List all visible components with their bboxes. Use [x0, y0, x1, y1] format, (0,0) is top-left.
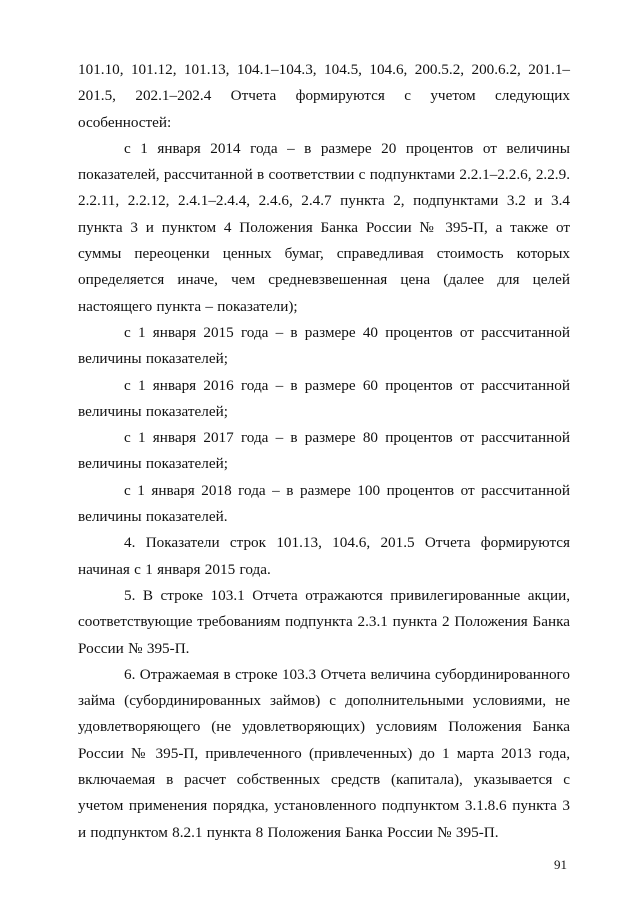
- paragraph-2017: с 1 января 2017 года – в размере 80 процентов от рассчитанной величины показателей;: [78, 429, 570, 473]
- paragraph-item-4: 4. Показатели строк 101.13, 104.6, 201.5 Отчета формируются начиная с 1 января 2015 года.: [78, 534, 570, 578]
- paragraph-item-6: 6. Отражаемая в строке 103.3 Отчета величина субординированного займа (субординированных займов) с дополнительными условиями, не удовлетворяющего (не удовлетворяющих) условиям Положения Банка России № 395-П, привлеченного (привлеченных) до 1 марта 2013 года, включаемая в расчет собственных средств (капитала), указывается с учетом применения порядка, установленного подпунктом 3.1.8.6 пункта 3 и подпунктом 8.2.1 пункта 8 Положения Банка России № 395-П.: [78, 665, 570, 841]
- paragraph-continuation: 101.10, 101.12, 101.13, 104.1–104.3, 104.5, 104.6, 200.5.2, 200.6.2, 201.1–201.5, 202.1–202.4 Отчета формируются с учетом следующих особенностей:: [78, 61, 570, 131]
- paragraph-2015: с 1 января 2015 года – в размере 40 процентов от рассчитанной величины показателей;: [78, 323, 570, 368]
- paragraph-2014: с 1 января 2014 года – в размере 20 процентов от величины показателей, рассчитанной в соответствии с подпунктами 2.2.1–2.2.6, 2.2.9. 2.2.11, 2.2.12, 2.4.1–2.4.4, 2.4.6, 2.4.7 пункта 2, подпунктами 3.2 и 3.4 пункта 3 и пунктом 4 Положения Банка России № 395-П, а также от суммы переоценки ценных бумаг, справедливая стоимость которых определяется иначе, чем средневзвешенная цена (далее для целей настоящего пункта – показатели);: [78, 139, 570, 315]
- page-number: 91: [554, 857, 567, 872]
- paragraph-2016: с 1 января 2016 года – в размере 60 процентов от рассчитанной величины показателей;: [78, 376, 570, 420]
- paragraph-item-5: 5. В строке 103.1 Отчета отражаются привилегированные акции, соответствующие требованиям подпункта 2.3.1 пункта 2 Положения Банка России № 395-П.: [78, 586, 570, 657]
- paragraph-2018: с 1 января 2018 года – в размере 100 процентов от рассчитанной величины показателей.: [78, 481, 570, 526]
